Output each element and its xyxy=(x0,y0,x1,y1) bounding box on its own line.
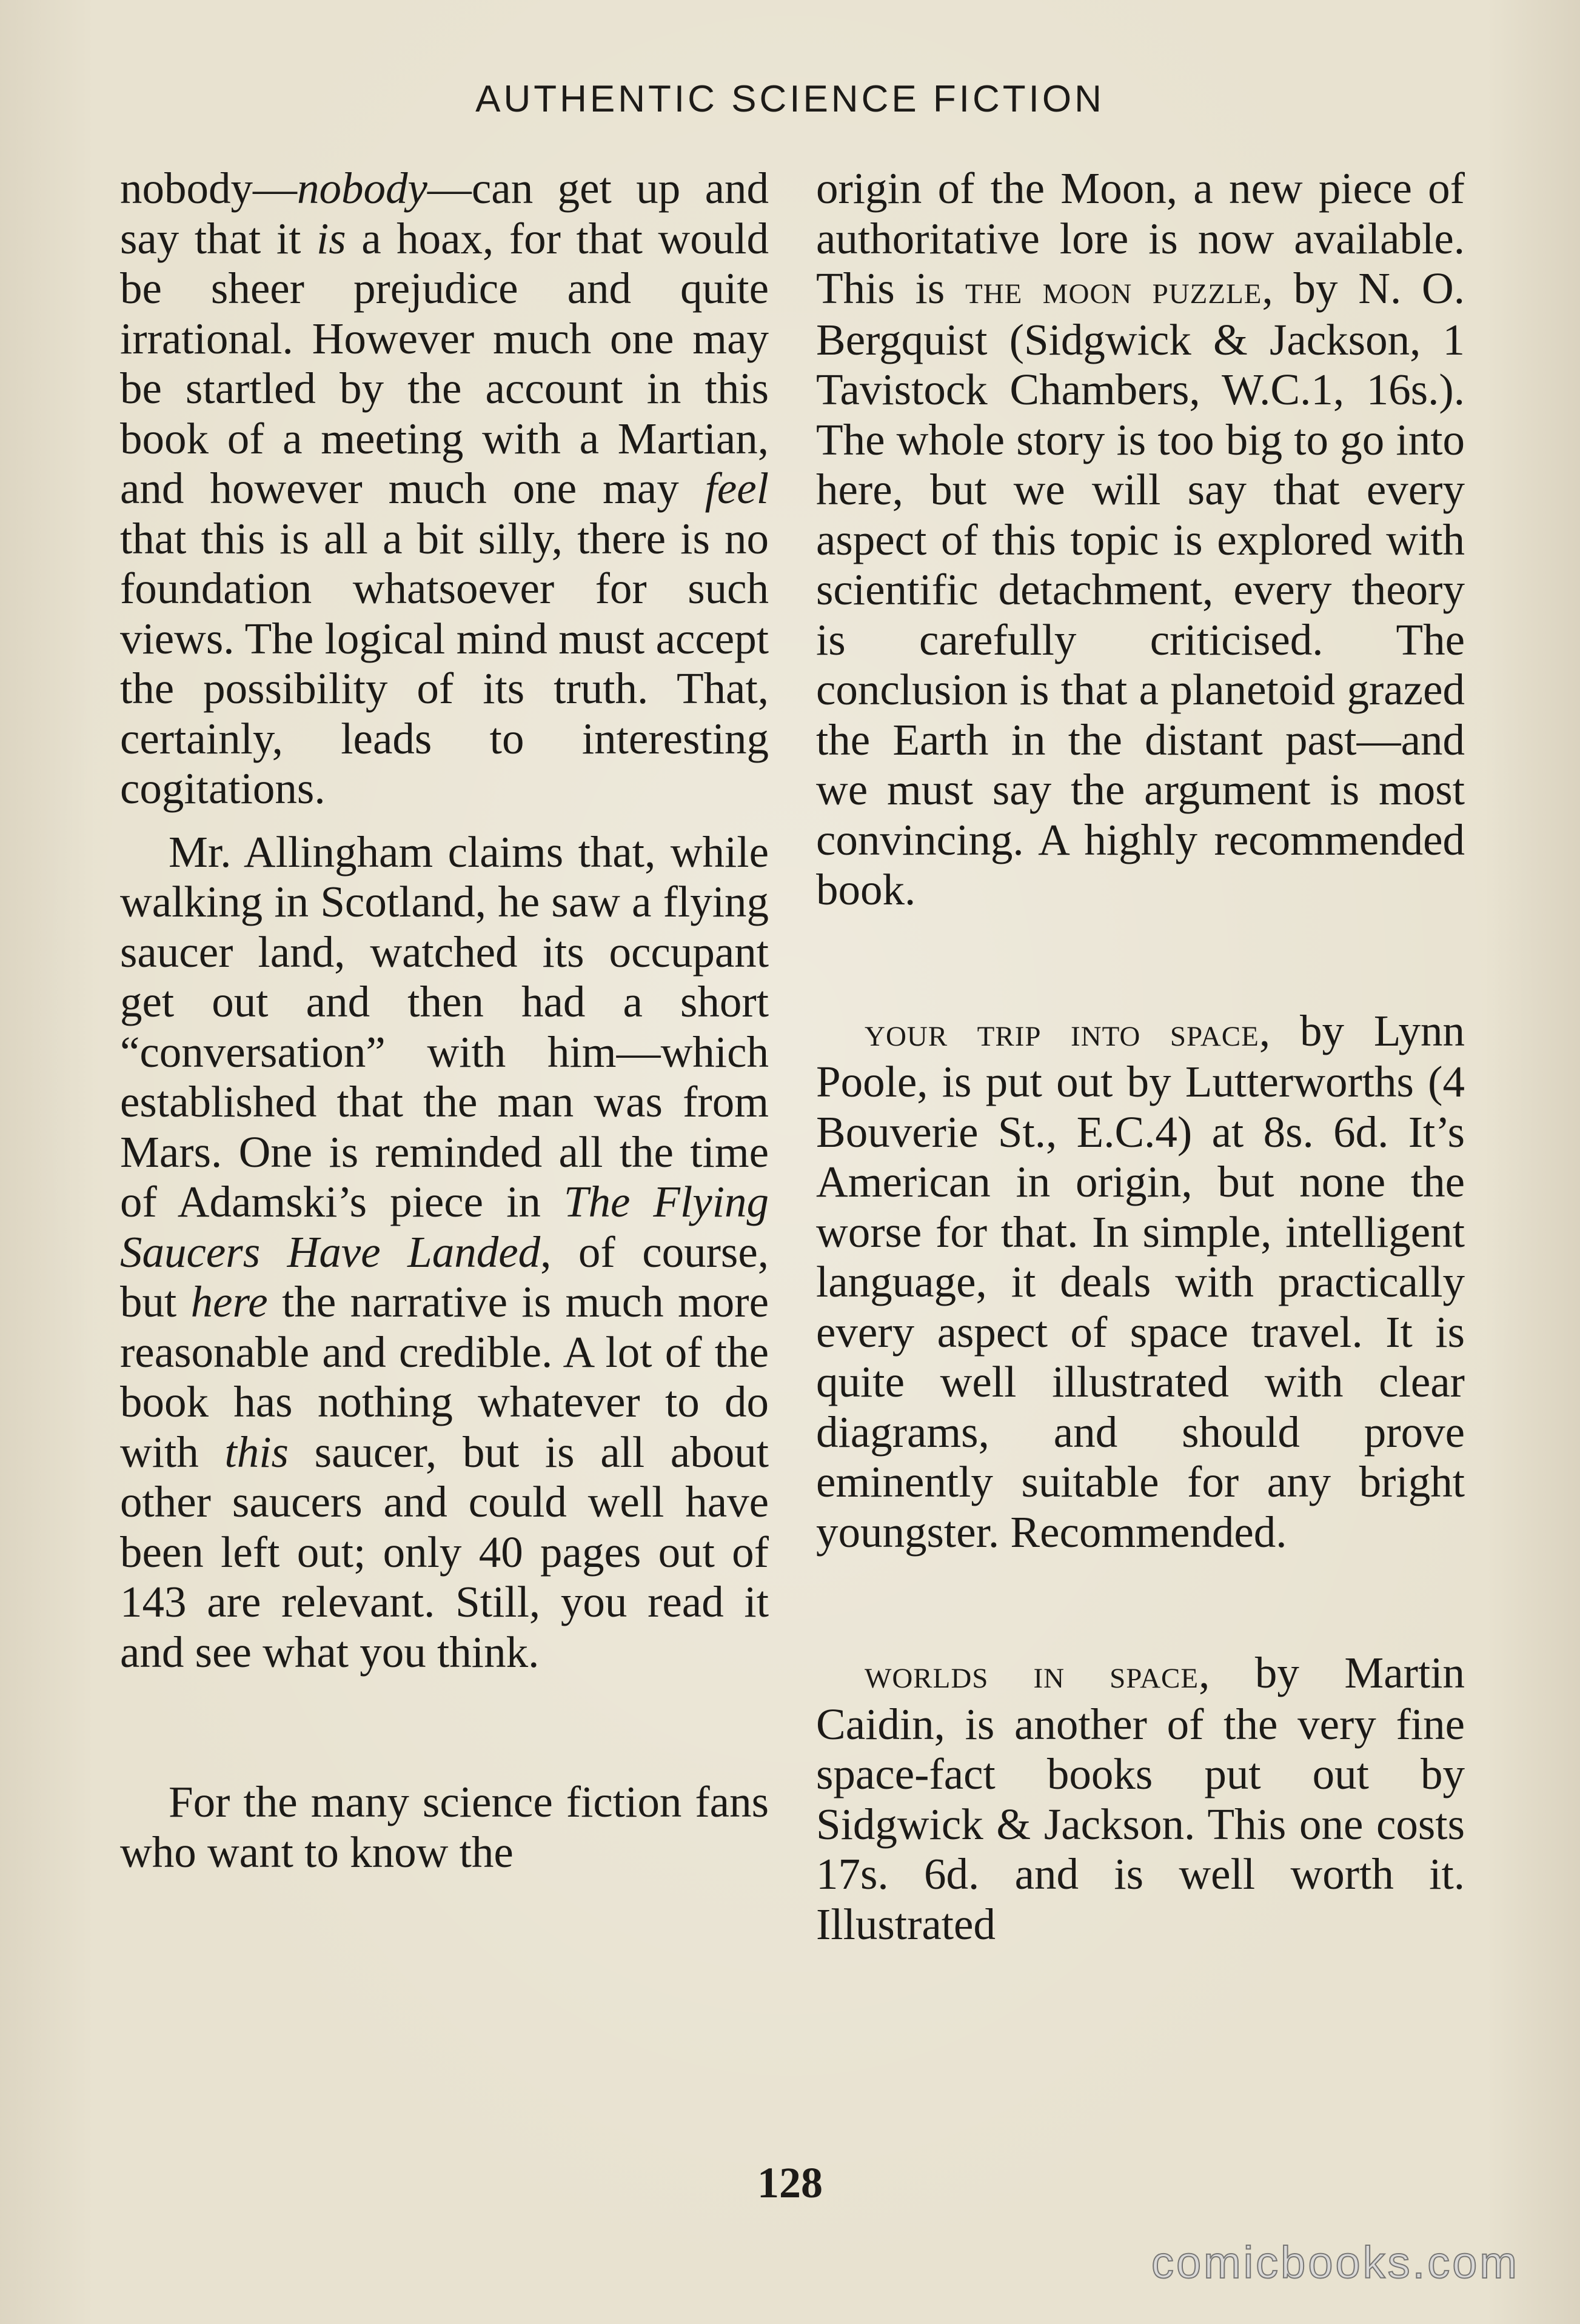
italic-run: is xyxy=(316,213,346,263)
text-run: , of course, but xyxy=(120,1227,769,1326)
left-paragraph-3 xyxy=(120,1777,769,1877)
book-title-small-caps: your trip into space xyxy=(865,1009,1259,1055)
book-title-small-caps: worlds in space xyxy=(865,1651,1199,1697)
right-paragraph-3 xyxy=(816,1648,1465,1949)
right-column xyxy=(816,164,1465,1949)
text-run: origin of the Moon, a new piece of authoritative lore is now available. This is xyxy=(816,164,1465,313)
page-number: 128 xyxy=(757,2159,823,2207)
right-paragraph-1 xyxy=(816,164,1465,915)
text-run: that this is all a bit silly, there is no foundation whatsoever for such views. The logical mind must accept the possibility of its truth. That, certainly, leads to interesting cogitations. xyxy=(120,513,769,813)
left-column xyxy=(120,164,769,1877)
italic-run: feel xyxy=(705,464,769,513)
right-paragraph-2 xyxy=(816,1006,1465,1558)
text-run: , by Martin Caidin, is another of the very fine space-fact books put out by Sidgwick & Jackson. This one costs 17s. 6d. and is well worth it. Illustrated xyxy=(816,1648,1465,1949)
left-paragraph-2 xyxy=(120,827,769,1678)
text-run: , by N. O. Bergquist (Sidgwick & Jackson, 1 Tavistock Chambers, W.C.1, 16s.). The whole story is too big to go into here, but we will say that every aspect of this topic is explored with scientific detachment, every theory is carefully criticised. The conclusion is that a planetoid grazed the Earth in the distant past—and we must say the argument is most convincing. A highly recommended book. xyxy=(816,264,1465,914)
text-run: nobody— xyxy=(120,164,297,213)
text-run: saucer, but is all about other saucers and could well have been left out; only 40 pages out of 143 are relevant. Still, you read it and see what you think. xyxy=(120,1427,769,1677)
running-title: AUTHENTIC SCIENCE FICTION xyxy=(475,78,1105,120)
italic-run: nobody xyxy=(297,164,427,213)
text-run: a hoax, for that would be sheer prejudice and quite irrational. However much one may be startled by the account in this book of a meeting with a Martian, and however much one may xyxy=(120,213,769,513)
watermark: comicbooks.com xyxy=(1151,2237,1519,2288)
book-title-italic: The Flying Saucers Have Landed xyxy=(120,1177,769,1277)
text-run: Mr. Allingham claims that, while walking in Scotland, he saw a flying saucer land, watched its occupant get out and then had a short “conversation” with him—which established that the man was from Mars. One is reminded all the time of Adamski’s piece in xyxy=(120,827,769,1226)
text-run: , by Lynn Poole, is put out by Lutterworths (4 Bouverie St., E.C.4) at 8s. 6d. It’s American in origin, but none the worse for that. In simple, intelligent language, it deals with practically every aspect of space travel. It is quite well illustrated with clear diagrams, and should prove eminently suitable for any bright youngster. Recommended. xyxy=(816,1006,1465,1557)
italic-run: this xyxy=(224,1427,289,1477)
text-run: For the many science fiction fans who want to know the xyxy=(120,1777,769,1877)
italic-run: here xyxy=(190,1277,268,1326)
book-title-small-caps: the moon puzzle xyxy=(965,267,1262,312)
text-run: the narrative is much more reasonable and credible. A lot of the book has nothing whatever to do with xyxy=(120,1277,769,1477)
text-run: —can get up and say that it xyxy=(120,164,769,263)
left-paragraph-1 xyxy=(120,164,769,814)
